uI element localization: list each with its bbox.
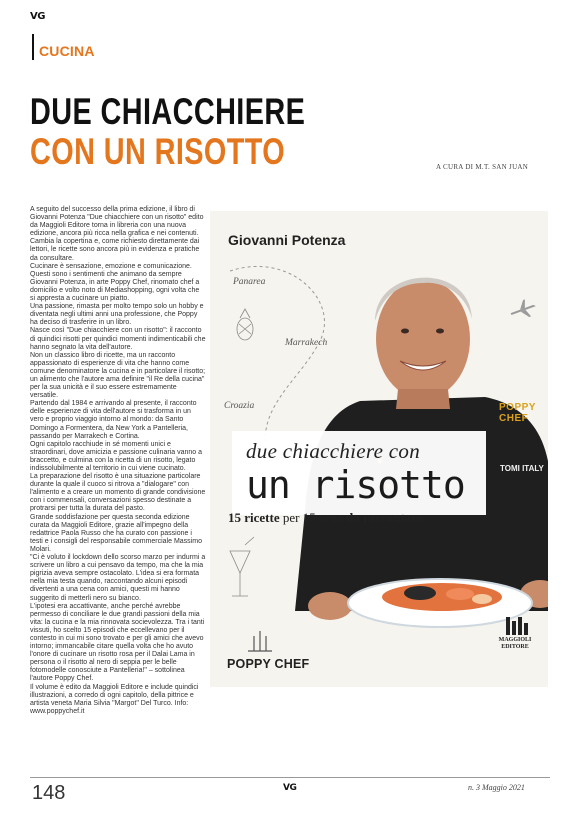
jacket-tag: TOMI ITALY [500,464,544,473]
article-paragraph: Ogni capitolo racchiude in sé momenti unici e straordinari, dove amicizia e passione culinaria vanno a braccetto, e culmina con la ricetta di un risotto, legato indissolubilmente al territorio in cui viene cucinato. [30,440,202,472]
cover-subtitle-part: da raccontare [346,510,423,525]
article-paragraph: Partendo dal 1984 e arrivando al presente, il racconto delle esperienze di vita dell'autore si trasforma in un vero e proprio viaggio intorno al mondo: da Santo Domingo a Formentera, da New York a Pantelleria, passando per Marrakech e Cortina. [30,400,197,440]
article-paragraph: L'ipotesi era accattivante, anche perché avrebbe permesso di conciliare le due grandi passioni della mia vita: la cucina e la mia rinnovata socievolezza. Tra i tanti vissuti, ho scelto 15 episodi che eccellevano per il contesto in cui mi sono trovato e per gli amici che avevo intorno; immancabile citare quella volta che ho avuto l'onore di cucinare un risotto rosa per il Dalai Lama in persona o il risotto al nero di seppia per le belle fotomodelle conosciute a Pantelleria!" – sottolinea l'autore Poppy Chef. [30,602,205,683]
author-credit: A CURA DI M.T. SAN JUAN [436,163,529,171]
article-paragraph: Nasce così "Due chiacchiere con un risotto": il racconto di quindici risotti per quindici momenti indimenticabili che hanno segnato la vita dell'autore. [30,327,206,351]
article-paragraph: Grande soddisfazione per questa seconda edizione curata da Maggioli Editore, grazie all'impegno della redattrice Paola Russo che ha curato con passione i testi e i consigli del responsabile commerciale Massimo Molari. [30,513,202,553]
footer-divider [30,777,550,778]
article-paragraph: "Ci è voluto il lockdown dello scorso marzo per indurmi a scrivere un libro a cui pensavo da tempo, ma che la mia pigrizia aveva sempre ostacolato. L'idea si era formata nella mia testa quando, raccontando alcuni episodi divertenti a una cena con amici, questi mi hanno suggerito di metterli nero su bianco. [30,554,206,602]
cover-title-line-2: un risotto [246,463,465,507]
article-paragraph: A seguito del successo della prima edizione, il libro di Giovanni Potenza "Due chiacchiere con un risotto" edito da Maggioli Editore torna in libreria con una nuova edizione, ancora più ricca nella grafica e nei contenuti. Cambia la copertina e, come richiesto direttamente dai lettori, le ricette sono ancora più in evidenza e pratiche da consultare. [30,206,204,262]
page-number: 148 [32,782,66,804]
cover-subtitle-part: 15 ricette [228,510,280,525]
headline-line-2: CON UN RISOTTO [30,131,286,172]
section-bar [32,34,34,60]
maggioli-logo-icon [506,617,528,635]
article-paragraph: La preparazione del risotto è una situazione particolare durante la quale il cuoco si ritrova a "dialogare" con l'alimento e a creare un momento di grande condivisione con i commensali, conversazioni spesso destinate a protrarsi per tutta la durata del pasto. [30,473,206,513]
section-label: CUCINA [39,43,95,59]
cover-author: Giovanni Potenza [228,232,346,248]
poppy-chef-logo-icon [248,631,272,651]
cover-subtitle [228,510,528,526]
publisher-line: MAGGIOLI [498,637,532,643]
issue-label: n. 3 Maggio 2021 [468,783,525,792]
publisher-line: EDITORE [501,643,529,650]
cover-brand: POPPY CHEF [227,657,310,671]
cover-place: Croazia [224,401,255,411]
cover-title-box [232,431,486,515]
headline [30,92,305,172]
cover-subtitle-part: per 15 cene [279,510,347,525]
jacket-brand-line: CHEF [499,413,529,424]
publisher-name [493,637,537,650]
jacket-brand [499,402,536,424]
article-paragraph: Non un classico libro di ricette, ma un racconto appassionato di esperienze di vita che hanno come comune denominatore la cucina e in particolare il risotto; un alimento che l'autore ama definire "il Re della cucina" per la sua unicità e il suo essere estremamente versatile. [30,351,206,400]
article-body [30,206,206,716]
book-cover [210,211,548,687]
risotto-plate [348,579,532,627]
airplane-icon [508,297,539,323]
pineapple-icon [237,309,253,340]
cocktail-icon [230,537,254,596]
jacket-brand-line: POPPY [499,402,536,413]
cover-place: Panarea [233,277,266,287]
cover-place: Marrakech [285,338,328,348]
magazine-logo: VG [30,11,45,22]
article-paragraph: Il volume è edito da Maggioli Editore e include quindici illustrazioni, a corredo di ogni capitolo, della pittrice e artista veneta Maria Silvia "Margot" Del Turco. Info: www.poppychef.it [30,683,199,715]
article-paragraph: Cucinare è sensazione, emozione e comunicazione. Questi sono i sentimenti che animano da sempre Giovanni Potenza, in arte Poppy Chef, rinomato chef a domicilio e volto noto di Mediashopping, ogni volta che si appresta a cucinare un piatto. [30,262,200,303]
headline-line-1: DUE CHIACCHIERE [30,91,306,132]
footer-logo: VG [283,783,297,793]
cover-title-line-1: due chiacchiere con [246,439,421,463]
article-paragraph: Una passione, rimasta per molto tempo solo un hobby e diventata negli ultimi anni una professione, che Poppy ha deciso di trasferire in un libro. [30,303,204,327]
